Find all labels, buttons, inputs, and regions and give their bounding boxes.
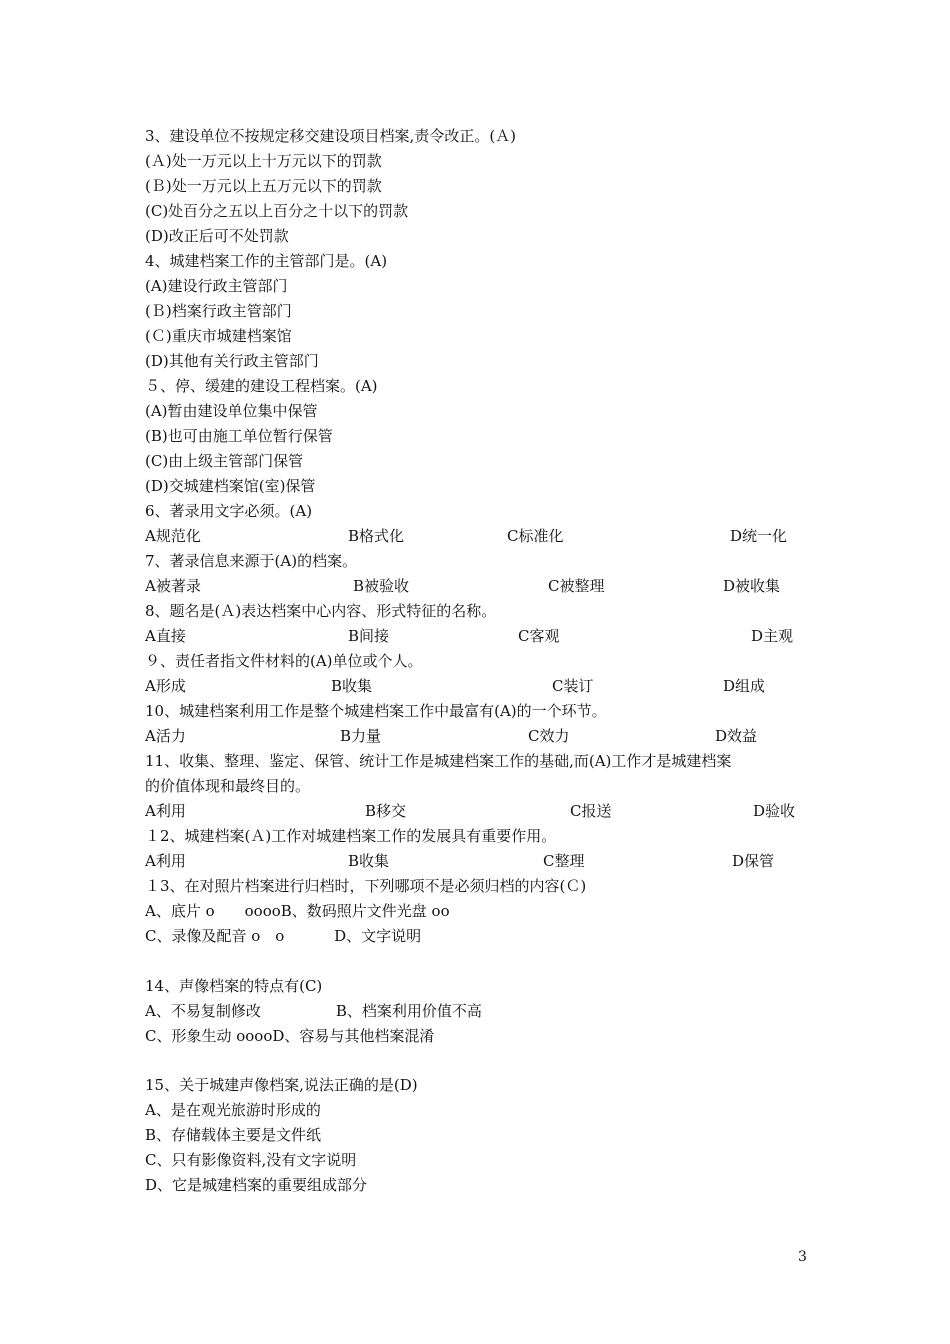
q6-option-c: C标准化: [507, 527, 564, 545]
q13-options-cd: C、录像及配音 o o D、文字说明: [145, 927, 422, 945]
q8-option-b: B间接: [348, 627, 390, 645]
q11-option-a: A利用: [145, 802, 186, 820]
q15-stem: 15、关于城建声像档案,说法正确的是(D): [145, 1076, 418, 1094]
q11-stem-line2: 的价值体现和最终目的。: [145, 777, 311, 795]
q12-options: [145, 851, 825, 871]
page-number: 3: [798, 1249, 807, 1265]
q8-stem: 8、题名是(Ａ)表达档案中心内容、形式特征的名称。: [145, 602, 497, 620]
q5-option-b: (B)也可由施工单位暂行保管: [145, 427, 333, 445]
q9-options: [145, 676, 825, 696]
q3-option-c: (C)处百分之五以上百分之十以下的罚款: [145, 202, 409, 220]
q5-option-a: (A)暂由建设单位集中保管: [145, 402, 318, 420]
q10-option-c: C效力: [528, 727, 570, 745]
q3-stem: 3、建设单位不按规定移交建设项目档案,责令改正。(Ａ): [145, 127, 517, 145]
q15-option-b: B、存储载体主要是文件纸: [145, 1126, 322, 1144]
q11-options: [145, 801, 825, 821]
q10-stem: 10、城建档案利用工作是整个城建档案工作中最富有(A)的一个环节。: [145, 702, 607, 720]
q8-option-d: D主观: [751, 627, 794, 645]
q12-stem: １2、城建档案(Ａ)工作对城建档案工作的发展具有重要作用。: [145, 827, 557, 845]
q3-option-a: (Ａ)处一万元以上十万元以下的罚款: [145, 152, 382, 170]
q4-option-c: (Ｃ)重庆市城建档案馆: [145, 327, 292, 345]
q4-option-a: (A)建设行政主管部门: [145, 277, 288, 295]
q7-option-b: B被验收: [353, 577, 410, 595]
q4-option-b: (Ｂ)档案行政主管部门: [145, 302, 292, 320]
q6-option-d: D统一化: [730, 527, 788, 545]
q5-stem: ５、停、缓建的建设工程档案。(A): [145, 377, 378, 395]
q12-option-b: B收集: [348, 852, 390, 870]
q12-option-c: C整理: [543, 852, 585, 870]
q11-option-d: D验收: [753, 802, 796, 820]
q8-options: [145, 626, 825, 646]
q5-option-c: (C)由上级主管部门保管: [145, 452, 304, 470]
q4-option-d: (D)其他有关行政主管部门: [145, 352, 319, 370]
q15-option-d: D、它是城建档案的重要组成部分: [145, 1176, 368, 1194]
q12-option-d: D保管: [732, 852, 775, 870]
q9-option-d: D组成: [723, 677, 766, 695]
q3-option-d: (D)改正后可不处罚款: [145, 227, 289, 245]
q9-option-b: B收集: [331, 677, 373, 695]
q15-option-c: C、只有影像资料,没有文字说明: [145, 1151, 357, 1169]
q6-stem: 6、著录用文字必须。(A): [145, 502, 313, 520]
q10-options: [145, 726, 825, 746]
q11-option-b: B移交: [365, 802, 407, 820]
q7-option-d: D被收集: [723, 577, 781, 595]
q13-options-ab: A、底片 o ooooB、数码照片文件光盘 oo: [145, 902, 450, 920]
q6-options: [145, 526, 825, 546]
q6-option-b: B格式化: [348, 527, 405, 545]
q5-option-d: (D)交城建档案馆(室)保管: [145, 477, 316, 495]
q14-stem: 14、声像档案的特点有(C): [145, 977, 323, 995]
q7-option-c: C被整理: [548, 577, 605, 595]
q8-option-c: C客观: [518, 627, 560, 645]
q7-options: [145, 576, 825, 596]
q11-stem-line1: 11、收集、整理、鉴定、保管、统计工作是城建档案工作的基础,而(A)工作才是城建档案: [145, 752, 732, 770]
q10-option-a: A活力: [145, 727, 186, 745]
q9-stem: ９、责任者指文件材料的(A)单位或个人。: [145, 652, 423, 670]
q13-stem: １3、在对照片档案进行归档时，下列哪项不是必须归档的内容(Ｃ): [145, 877, 587, 895]
q6-option-a: A规范化: [145, 527, 201, 545]
q10-option-d: D效益: [715, 727, 758, 745]
q3-option-b: (Ｂ)处一万元以上五万元以下的罚款: [145, 177, 382, 195]
q4-stem: 4、城建档案工作的主管部门是。(A): [145, 252, 388, 270]
q11-option-c: C报送: [570, 802, 612, 820]
q9-option-c: C装订: [552, 677, 594, 695]
q8-option-a: A直接: [145, 627, 186, 645]
q14-options-ab: A、不易复制修改 B、档案利用价值不高: [145, 1002, 482, 1020]
q7-stem: 7、著录信息来源于(A)的档案。: [145, 552, 358, 570]
q9-option-a: A形成: [145, 677, 186, 695]
q10-option-b: B力量: [340, 727, 382, 745]
q12-option-a: A利用: [145, 852, 186, 870]
q7-option-a: A被著录: [145, 577, 201, 595]
q14-options-cd: C、形象生动 ooooD、容易与其他档案混淆: [145, 1027, 435, 1045]
q15-option-a: A、是在观光旅游时形成的: [145, 1101, 321, 1119]
